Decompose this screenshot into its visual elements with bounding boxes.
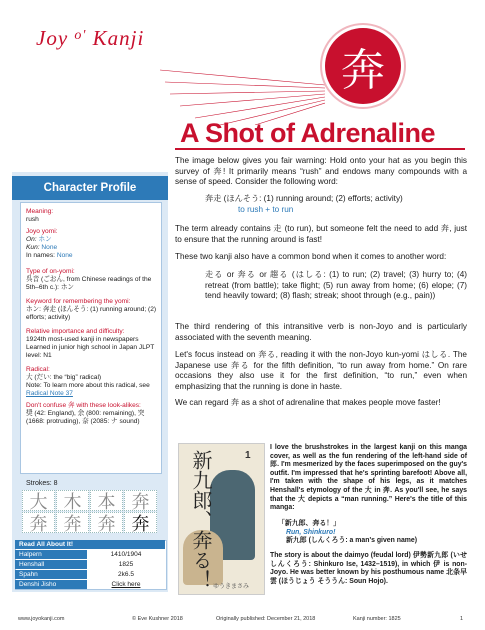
- stroke-step: 本: [90, 490, 123, 511]
- radical-note-link[interactable]: Radical Note 37: [26, 390, 73, 397]
- example-word: 走る or 奔る or 趨る (はしる: (1) to run; (2) travel; (3) hurry to; (4) retreat (from battle); take flight; (5) run away from home; (6) elope; (7) tend heavily toward; (8) flash; streak; shoot through (e.g., pain)): [205, 270, 467, 301]
- footer-site: www.joyokanji.com: [18, 616, 65, 622]
- manga-author: ゆうきまさみ: [213, 584, 250, 590]
- manga-story-text: The story is about the daimyo (feudal lord) 伊勢新九郎 (いせ しんくろう: Shinkuro Ise, 1432–1519), in which 伊 is non-Joyo. He was better known by his posthumous name 北条早雲 (ほうじょう そううん: Soun Hojo).: [270, 552, 467, 585]
- footer-copyright: © Eve Kushner 2018: [132, 616, 183, 622]
- denshi-jisho-link[interactable]: Click here: [111, 581, 141, 588]
- reference-row: Denshi Jisho Click here: [15, 580, 165, 589]
- paragraph: The term already contains 走 (to run), but someone felt the need to add 奔, just to ensure that the running around is fast!: [175, 224, 467, 244]
- title-divider: [175, 148, 465, 150]
- example-word: 奔走 (ほんそう: (1) running around; (2) efforts; activity) to rush + to run: [205, 194, 403, 214]
- paragraph: Let's focus instead on 奔る, reading it with the non-Joyo kun-yomi はしる. The Japanese use 奔る for the fifth definition, “to run away from home.” On rare occasions they also use it for the first definition, “to run,” even when emphasizing that the running is done in haste.: [175, 350, 467, 391]
- reference-row: Halpern 1410/1904: [15, 550, 165, 559]
- footer-page-number: 1: [460, 616, 464, 622]
- stroke-step: 奔: [22, 512, 55, 533]
- paragraph: We can regard 奔 as a shot of adrenaline that makes people move faster!: [175, 398, 441, 407]
- stroke-order-grid: [22, 490, 162, 533]
- decorative-rays: [160, 60, 325, 125]
- joyo-yomi-block: Joyo yomi: On: ホン Kun: None In names: None: [26, 228, 73, 259]
- stroke-step: 奔: [90, 512, 123, 533]
- manga-cover-title: 新九郎、奔る！: [189, 450, 213, 590]
- stroke-step: 木: [56, 490, 89, 511]
- footer-kanji-number: Kanji number: 1825: [353, 616, 401, 622]
- keyword-block: Keyword for remembering the yomi: ホン: 奔走 (ほんそう: (1) running around; (2) efforts; activity): [26, 298, 157, 321]
- reference-row: Spahn 2k6.5: [15, 570, 165, 579]
- kanji-badge: 奔: [325, 28, 401, 104]
- profile-heading: Character Profile: [12, 176, 168, 200]
- references-heading: Read All About It!: [15, 540, 165, 549]
- paragraph: These two kanji also have a common bond when it comes to another word:: [175, 252, 447, 261]
- stroke-step: 奔: [124, 512, 157, 533]
- onyomi-type-block: Type of on-yomi: 呉音 (ごおん, from Chinese readings of the 5th–6th c.): ホン: [26, 268, 152, 291]
- manga-commentary: I love the brushstrokes in the largest kanji on this manga cover, as well as the fun rendering of the left-hand side of 郎. I'm mesmerized by the faces superimposed on the guy's outfit. I'm impressed that he's sprinting barefoot! Above all, I'm taken with the shape of his legs, as it matches Henshall's etymology of the 大 in 奔. As you'll see, he says that the 大 depicts a “man running.” Here's the title of this manga:: [270, 444, 467, 512]
- footer-published: Originally published: December 21, 2018: [216, 616, 316, 622]
- paragraph: The third rendering of this intransitive verb is non-Joyo and is particularly associated with the seventh meaning.: [175, 322, 467, 342]
- manga-title-block: 「新九郎、奔る！」 Run, Shinkuro! 新九郎 (しんくろう: a man's given name): [278, 520, 418, 545]
- relative-block: Relative importance and difficulty: 1924th most-used kanji in newspapers Learned in junior high school in Japan JLPT level: N1: [26, 328, 155, 359]
- meaning-block: Meaning: rush: [26, 208, 54, 223]
- radical-block: Radical: 大 (だい: the “big” radical) Note: To learn more about this radical, see Radical Note 37: [26, 366, 150, 397]
- stroke-step: 奔: [56, 512, 89, 533]
- logo: Joy $^{o'}$ Kanji: [36, 26, 145, 50]
- stroke-step: 奔: [124, 490, 157, 511]
- page-title: A Shot of Adrenaline: [180, 118, 436, 148]
- reference-row: Henshall 1825: [15, 560, 165, 569]
- lookalikes-block: Don't confuse 奔 with these look-alikes: 奨 (42: England), 余 (800: remaining), 突 (1668: protruding), 奈 (2085: ナ sound): [26, 402, 145, 425]
- manga-volume: 1: [245, 450, 251, 461]
- stroke-step: 大: [22, 490, 55, 511]
- paragraph: The image below gives you fair warning: Hold onto your hat as you begin this survey of 奔! It primarily means “rush” and endows many compounds with a sense of speed. Consider the following word:: [175, 156, 467, 187]
- strokes-label: Strokes: 8: [26, 480, 58, 487]
